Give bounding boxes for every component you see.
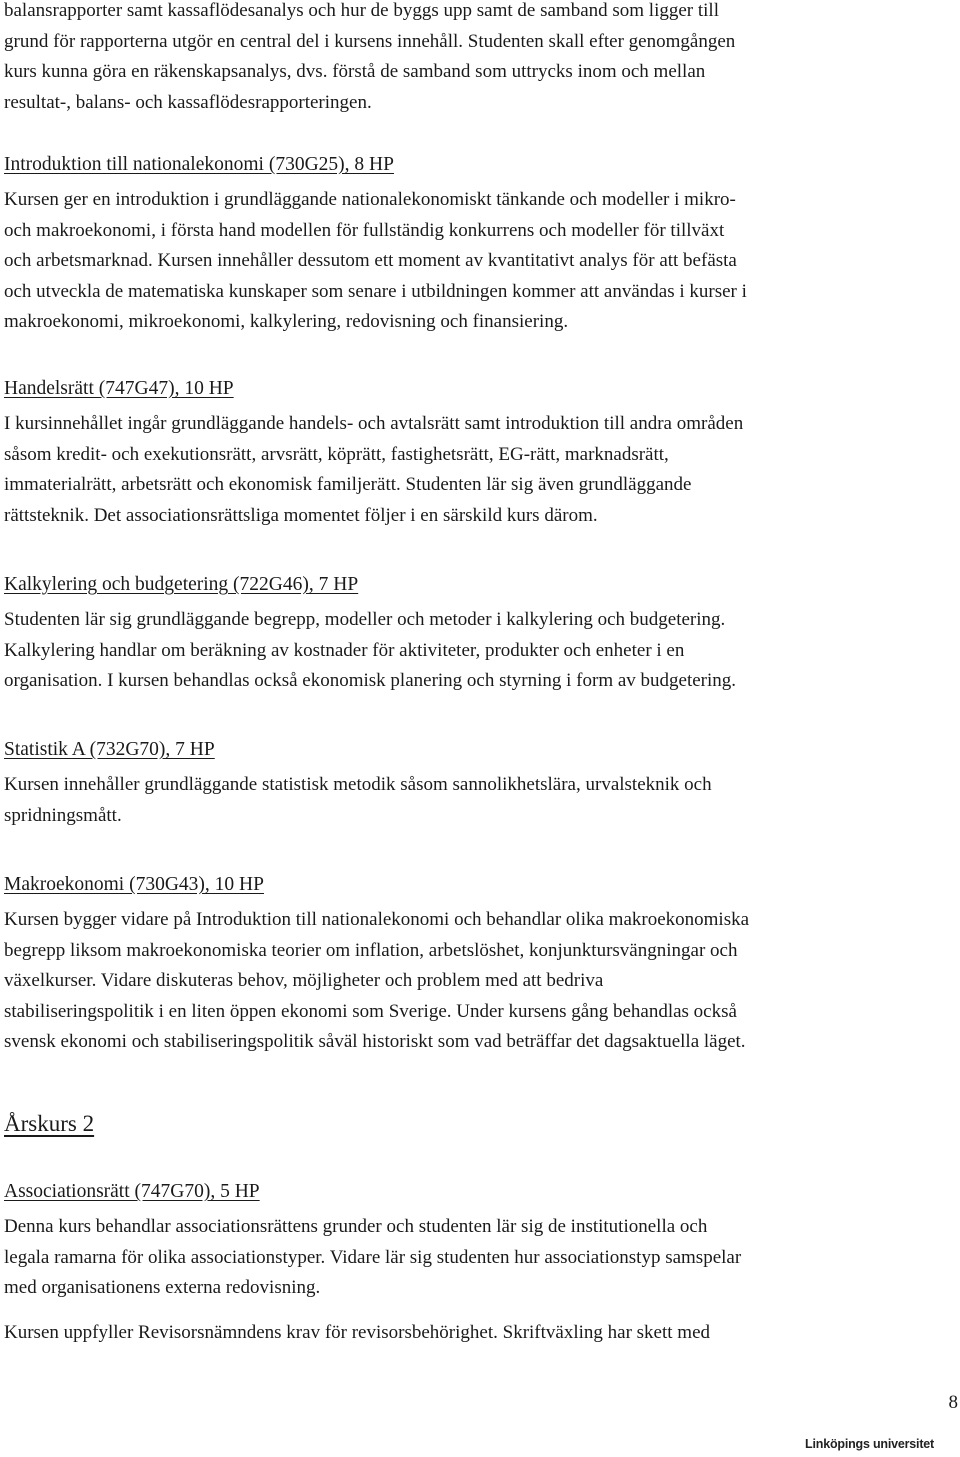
text-line: spridningsmått.: [4, 804, 122, 826]
text-line: Kursen uppfyller Revisorsnämndens krav för revisorsbehörighet. Skriftväxling har skett med: [4, 1321, 711, 1343]
text-line: makroekonomi, mikroekonomi, kalkylering, redovisning och finansiering.: [4, 311, 569, 332]
course-title: Kalkylering och budgetering (722G46), 7 HP: [4, 574, 359, 595]
text-line: begrepp liksom makroekonomiska teorier om inflation, arbetslöshet, konjunktursvängningar och: [4, 939, 738, 961]
text-line: och arbetsmarknad. Kursen innehåller dessutom ett moment av kvantitativt analys för att befästa: [4, 250, 737, 271]
text-line: balansrapporter samt kassaflödesanalys och hur de byggs upp samt de samband som ligger till: [4, 0, 719, 21]
text-line: grund för rapporterna utgör en central del i kursens innehåll. Studenten skall efter genomgången: [4, 30, 736, 52]
text-line: och utveckla de matematiska kunskaper som senare i utbildningen kommer att användas i kurser i: [4, 280, 747, 302]
text-line: resultat-, balans- och kassaflödesrapporteringen.: [4, 91, 372, 113]
course-section: [4, 870, 749, 1058]
text-line: legala ramarna för olika associationstyper. Vidare lär sig studenten hur associationstyp samspelar: [4, 1246, 742, 1268]
text-line: Denna kurs behandlar associationsrättens grunder och studenten lär sig de institutionella och: [4, 1216, 708, 1237]
text-line: med organisationens externa redovisning.: [4, 1277, 321, 1298]
text-line: Kursen innehåller grundläggande statistisk metodik såsom sannolikhetslära, urvalsteknik och: [4, 774, 712, 795]
course-section: [4, 735, 712, 831]
intro-paragraph: [4, 0, 735, 118]
text-line: Studenten lär sig grundläggande begrepp, modeller och metoder i kalkylering och budgetering.: [4, 609, 726, 630]
text-line: Kursen ger en introduktion i grundläggande nationalekonomiskt tänkande och modeller i mikro-: [4, 189, 736, 210]
text-line: immaterialrätt, arbetsrätt och ekonomisk familjerätt. Studenten lär sig även grundläggande: [4, 474, 692, 495]
page-number: 8: [948, 1392, 958, 1413]
text-line: såsom kredit- och exekutionsrätt, arvsrätt, köprätt, fastighetsrätt, EG-rätt, marknadsrätt,: [4, 443, 669, 465]
course-section: [4, 1177, 741, 1348]
text-line: stabiliseringspolitik i en liten öppen ekonomi som Sverige. Under kursens gång behandlas också: [4, 1000, 737, 1022]
course-title: Handelsrätt (747G47), 10 HP: [4, 378, 234, 399]
course-title: Makroekonomi (730G43), 10 HP: [4, 874, 264, 895]
year-section: [4, 1108, 94, 1140]
course-section: [4, 374, 743, 531]
course-title: Statistik A (732G70), 7 HP: [4, 739, 215, 760]
course-title: Introduktion till nationalekonomi (730G25), 8 HP: [4, 154, 394, 175]
text-line: organisation. I kursen behandlas också ekonomisk planering och styrning i form av budgetering.: [4, 670, 737, 691]
text-line: svensk ekonomi och stabiliseringspolitik såväl historiskt som vad beträffar det dagsaktuella läget.: [4, 1031, 746, 1052]
course-section: [4, 570, 736, 697]
text-line: kurs kunna göra en räkenskapsanalys, dvs. förstå de samband som uttrycks inom och mellan: [4, 61, 706, 82]
text-line: rättsteknik. Det associationsrättsliga momentet följer i en särskild kurs därom.: [4, 504, 598, 526]
text-line: Kursen bygger vidare på Introduktion till nationalekonomi och behandlar olika makroekonomiska: [4, 909, 750, 930]
year-heading: Årskurs 2: [4, 1111, 95, 1136]
text-line: Kalkylering handlar om beräkning av kostnader för aktiviteter, produkter och enheter i en: [4, 639, 685, 661]
university-logo: Linköpings universitet: [805, 1437, 934, 1451]
course-section: [4, 150, 747, 338]
course-title: Associationsrätt (747G70), 5 HP: [4, 1181, 260, 1202]
text-line: och makroekonomi, i första hand modellen för fullständig konkurrens och modeller för tillväxt: [4, 219, 725, 241]
text-line: växelkurser. Vidare diskuteras behov, möjligheter och problem med att bedriva: [4, 970, 604, 991]
text-line: I kursinnehållet ingår grundläggande handels- och avtalsrätt samt introduktion till andra områden: [4, 413, 744, 434]
